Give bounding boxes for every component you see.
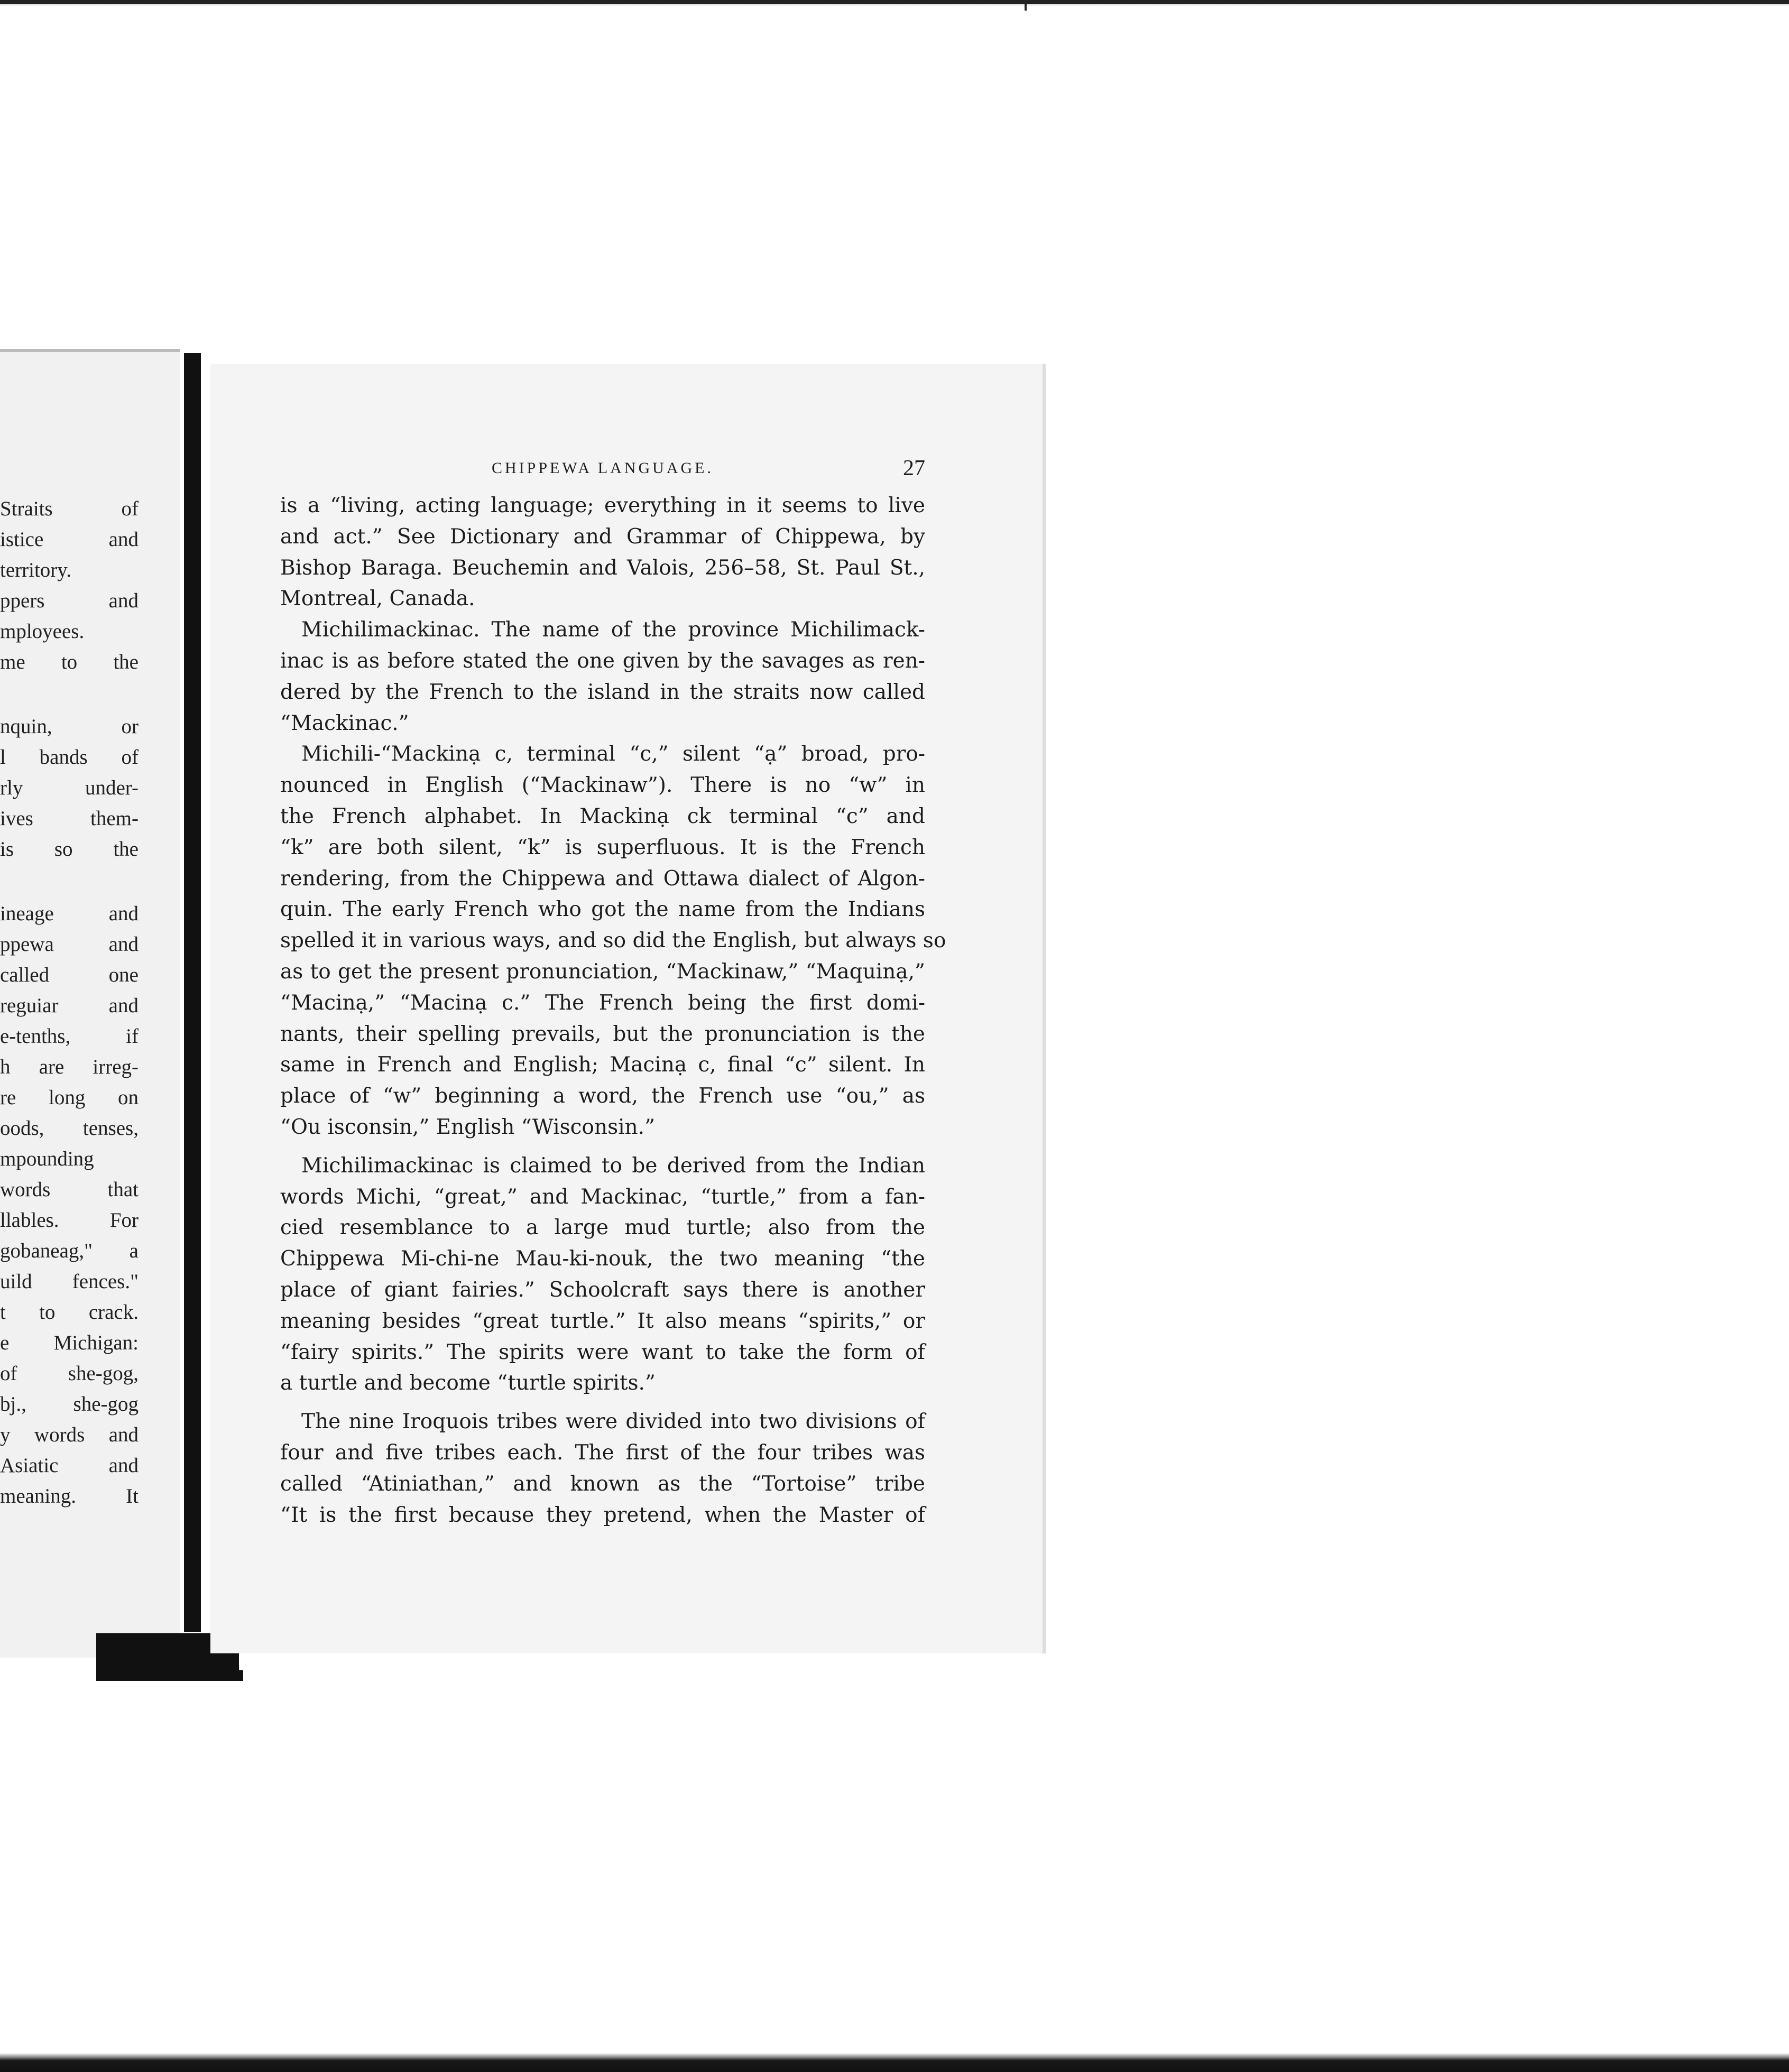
left-line: l bands of bbox=[0, 746, 139, 769]
left-line: reguiar and bbox=[0, 994, 139, 1017]
left-line: of she-gog, bbox=[0, 1362, 139, 1385]
left-line: gobaneag," a bbox=[0, 1240, 139, 1262]
text-line: quin. The early French who got the name from the Indians bbox=[280, 898, 925, 922]
text-line: Bishop Baraga. Beuchemin and Valois, 256–58, St. Paul St., bbox=[280, 556, 925, 580]
left-line: y words and bbox=[0, 1423, 139, 1446]
text-line: “Macinạ,” “Macinạ c.” The French being the first domi- bbox=[280, 991, 925, 1015]
body-text bbox=[280, 491, 946, 1531]
text-line: place of giant fairies.” Schoolcraft says there is another bbox=[280, 1278, 925, 1302]
book-spine bbox=[184, 353, 201, 1632]
left-line: re long on bbox=[0, 1086, 139, 1109]
text-line: Chippewa Mi-chi-ne Mau-ki-nouk, the two meaning “the bbox=[280, 1247, 925, 1271]
left-line: words that bbox=[0, 1178, 139, 1201]
text-line: “k” are both silent, “k” is superfluous. It is the French bbox=[280, 835, 925, 859]
text-line: a turtle and become “turtle spirits.” bbox=[280, 1371, 656, 1395]
text-line: “Ou isconsin,” English “Wisconsin.” bbox=[280, 1115, 656, 1139]
page-number: 27 bbox=[903, 456, 925, 480]
text-line: words Michi, “great,” and Mackinac, “turtle,” from a fan- bbox=[280, 1185, 925, 1209]
text-line: called “Atiniathan,” and known as the “Tortoise” tribe bbox=[280, 1472, 925, 1496]
left-line: llables. For bbox=[0, 1209, 139, 1232]
left-line: mployees. bbox=[0, 620, 85, 643]
left-line: territory. bbox=[0, 559, 71, 581]
left-line: uild fences." bbox=[0, 1270, 139, 1293]
left-line: called one bbox=[0, 964, 139, 986]
spine-mark: o bbox=[201, 1578, 208, 1592]
text-line: “Mackinac.” bbox=[280, 711, 409, 735]
page-header bbox=[280, 452, 925, 484]
left-page-lines bbox=[0, 494, 139, 1512]
scan-top-tick bbox=[1025, 0, 1027, 11]
left-line: h are irreg- bbox=[0, 1056, 139, 1078]
left-line: mpounding bbox=[0, 1148, 94, 1170]
left-line: ppers and bbox=[0, 589, 139, 612]
left-line: Straits of bbox=[0, 497, 139, 520]
text-line: dered by the French to the island in the straits now called bbox=[280, 680, 925, 704]
text-line: spelled it in various ways, and so did the English, but always so bbox=[280, 929, 946, 953]
right-page bbox=[210, 364, 1046, 1653]
text-line: Michilimackinac. The name of the province Michilimack- bbox=[301, 618, 925, 642]
text-line: meaning besides “great turtle.” It also means “spirits,” or bbox=[280, 1309, 925, 1333]
left-page-fragment bbox=[0, 349, 180, 1658]
text-line: is a “living, acting language; everything in it seems to live bbox=[280, 494, 925, 517]
book-foot-stub bbox=[233, 1670, 243, 1681]
text-line: “It is the first because they pretend, when the Master of bbox=[280, 1503, 925, 1527]
text-line: place of “w” beginning a word, the French use “ou,” as bbox=[280, 1084, 925, 1108]
left-line: rly under- bbox=[0, 776, 139, 799]
scan-bottom-border bbox=[0, 2053, 1789, 2072]
text-line: nants, their spelling prevails, but the pronunciation is the bbox=[280, 1022, 925, 1046]
text-line: and act.” See Dictionary and Grammar of Chippewa, by bbox=[280, 524, 925, 549]
text-line: Montreal, Canada. bbox=[280, 587, 475, 611]
left-line: ives them- bbox=[0, 807, 139, 830]
running-head: CHIPPEWA LANGUAGE. bbox=[492, 459, 714, 477]
left-line: e Michigan: bbox=[0, 1331, 139, 1354]
left-line: bj., she-gog bbox=[0, 1393, 139, 1416]
text-line: the French alphabet. In Mackinạ ck terminal “c” and bbox=[280, 804, 925, 828]
text-line: The nine Iroquois tribes were divided into two divisions of bbox=[301, 1410, 925, 1434]
text-line: as to get the present pronunciation, “Mackinaw,” “Maquinạ,” bbox=[280, 959, 925, 984]
left-line: e-tenths, if bbox=[0, 1025, 139, 1048]
text-line: rendering, from the Chippewa and Ottawa dialect of Algon- bbox=[280, 866, 925, 891]
left-line: meaning. It bbox=[0, 1485, 139, 1507]
left-line: nquin, or bbox=[0, 715, 139, 738]
left-line: Asiatic and bbox=[0, 1454, 139, 1477]
text-line: Michilimackinac is claimed to be derived from the Indian bbox=[301, 1153, 925, 1178]
text-line: same in French and English; Macinạ c, final “c” silent. In bbox=[280, 1053, 925, 1077]
scan-top-border bbox=[0, 0, 1789, 6]
text-line: inac is as before stated the one given by the savages as ren- bbox=[280, 649, 925, 673]
left-line: t to crack. bbox=[0, 1301, 139, 1324]
text-line: Michili-“Mackinạ c, terminal “c,” silent “ạ” broad, pro- bbox=[301, 742, 925, 766]
left-line: oods, tenses, bbox=[0, 1117, 139, 1140]
left-line: ppewa and bbox=[0, 933, 139, 956]
left-line: is so the bbox=[0, 838, 139, 861]
text-line: four and five tribes each. The first of the four tribes was bbox=[280, 1440, 925, 1465]
left-line: istice and bbox=[0, 528, 139, 551]
left-line: me to the bbox=[0, 651, 139, 673]
text-line: “fairy spirits.” The spirits were want to take the form of bbox=[280, 1340, 925, 1364]
text-line: nounced in English (“Mackinaw”). There is no “w” in bbox=[280, 773, 925, 798]
left-line: ineage and bbox=[0, 902, 139, 925]
text-line: cied resemblance to a large mud turtle; also from the bbox=[280, 1216, 925, 1240]
